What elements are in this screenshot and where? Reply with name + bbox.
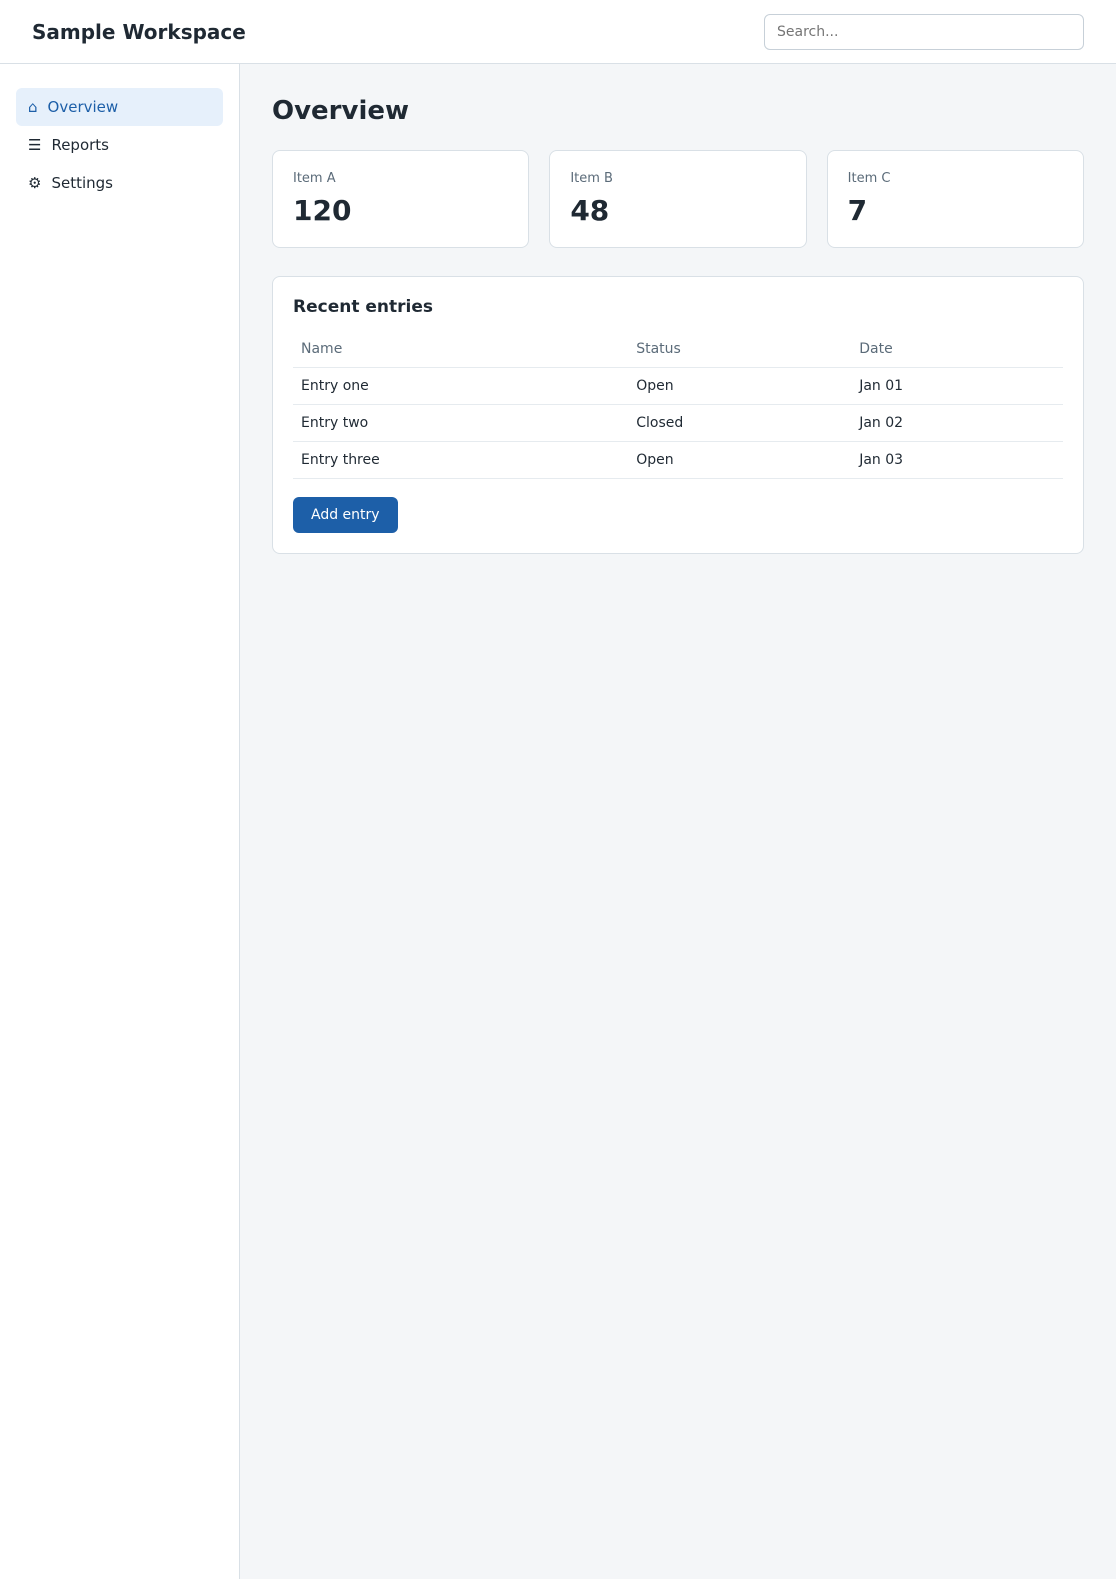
app-title: Sample Workspace <box>32 19 246 44</box>
table-cell: Closed <box>628 405 851 442</box>
table-cell: Entry two <box>293 405 628 442</box>
card-value: 48 <box>570 194 610 227</box>
document-icon: ☰ <box>28 136 42 154</box>
sidebar-item-settings[interactable] <box>16 164 223 202</box>
sidebar-item-label: Reports <box>51 136 109 154</box>
panel-title: Recent entries <box>293 297 433 317</box>
table-cell: Jan 03 <box>851 442 1063 479</box>
summary-cards <box>272 150 1084 248</box>
main-content <box>240 64 1116 1579</box>
column-header: Name <box>293 331 628 368</box>
table-cell: Entry one <box>293 368 628 405</box>
sidebar <box>0 64 240 1579</box>
sidebar-item-label: Settings <box>51 174 113 192</box>
table-row[interactable] <box>293 368 1063 405</box>
column-header: Status <box>628 331 851 368</box>
summary-card <box>827 150 1084 248</box>
top-bar <box>0 0 1116 64</box>
table-row[interactable] <box>293 405 1063 442</box>
table-cell: Jan 01 <box>851 368 1063 405</box>
sidebar-item-label: Overview <box>47 98 119 116</box>
card-value: 7 <box>847 194 868 227</box>
summary-card <box>272 150 529 248</box>
table-header-row <box>293 331 1063 368</box>
table-row[interactable] <box>293 442 1063 479</box>
page-title: Overview <box>272 96 410 126</box>
card-label: Item A <box>293 171 336 186</box>
home-icon: ⌂ <box>28 98 38 116</box>
gear-icon: ⚙ <box>28 174 42 192</box>
table-cell: Open <box>628 442 851 479</box>
card-value: 120 <box>293 194 352 227</box>
add-entry-button[interactable]: Add entry <box>293 497 398 533</box>
summary-card <box>549 150 806 248</box>
entries-table <box>293 331 1063 479</box>
column-header: Date <box>851 331 1063 368</box>
card-label: Item B <box>570 171 613 186</box>
table-cell: Open <box>628 368 851 405</box>
sidebar-item-reports[interactable] <box>16 126 223 164</box>
entries-panel <box>272 276 1084 554</box>
card-label: Item C <box>847 171 891 186</box>
sidebar-item-overview[interactable] <box>16 88 223 126</box>
table-cell: Jan 02 <box>851 405 1063 442</box>
search-input[interactable] <box>764 14 1084 50</box>
table-cell: Entry three <box>293 442 628 479</box>
